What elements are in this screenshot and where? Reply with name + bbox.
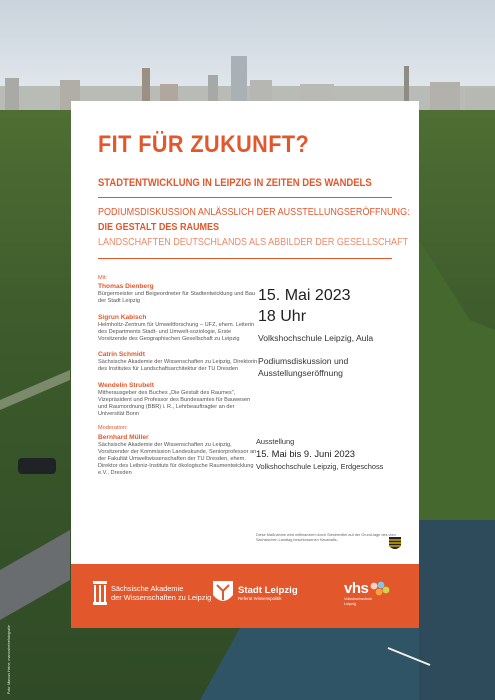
vhs-name: vhs (344, 580, 369, 597)
speaker-name: Wendelin Strubelt (98, 381, 154, 389)
vhs-subtitle-1: Volkshochschule (344, 597, 373, 601)
speaker-description: Sächsische Akademie der Wissenschaften zu Leipzig, Direktorin des Institutes für Landschaftsarchitektur der TU Dresden (98, 359, 258, 373)
event-venue: Volkshochschule Leipzig, Aula (258, 333, 374, 343)
saw-logo-text (111, 584, 211, 602)
exhibition-period: 15. Mai bis 9. Juni 2023 (256, 448, 356, 459)
poster-title: FIT FÜR ZUKUNFT? (98, 131, 310, 158)
car (18, 458, 56, 474)
vhs-subtitle-2: Leipzig (344, 601, 357, 606)
format-line-1: Podiumsdiskussion und (258, 356, 349, 366)
moderator-name: Bernhard Müller (98, 433, 149, 441)
speaker-entry (98, 381, 258, 419)
saw-logo (93, 581, 211, 605)
photo-credit: Foto: Marcus Heine, marcusheinefotografie (7, 625, 11, 694)
speaker-name: Thomas Dienberg (98, 283, 154, 291)
podium-line-1: PODIUMSDISKUSSION ANLÄSSLICH DER AUSSTELLUNGSERÖFFNUNG: (98, 206, 410, 218)
speaker-entry (98, 350, 258, 373)
saxony-crest-icon (389, 537, 401, 552)
poster-card (71, 101, 419, 564)
saw-name-line-2: der Wissenschaften zu Leipzig (111, 593, 212, 602)
funding-note: Diese Maßnahme wird mitfinanziert durch Steuermittel auf der Grund-lage des vom Sächsischen Landtag beschlossenen Haushalts. (256, 533, 396, 542)
leipzig-crest-icon (213, 581, 233, 605)
exhibition-venue: Volkshochschule Leipzig, Erdgeschoss (256, 462, 384, 471)
speaker-list (98, 275, 258, 485)
event-datetime (258, 285, 351, 327)
speaker-name: Catrin Schmidt (98, 351, 145, 359)
academy-columns-icon (93, 581, 107, 605)
speaker-description: Helmholtz-Zentrum für Umweltforschung – UFZ, ehem. Leiterin des Departments Stadt- und Umwelt-soziologie, Erste Vorsitzende des Geographischen Gesellschaft zu Leipzig (98, 321, 255, 343)
podium-line-2: DIE GESTALT DES RAUMES (98, 221, 220, 233)
event-date: 15. Mai 2023 (258, 287, 351, 304)
speaker-name: Sigrun Kabisch (98, 313, 147, 321)
event-format (258, 355, 348, 379)
vhs-dots-icon (370, 581, 390, 597)
leipzig-name: Stadt Leipzig (238, 585, 298, 596)
speaker-entry (98, 282, 258, 305)
podium-description (98, 205, 410, 250)
podium-line-3: LANDSCHAFTEN DEUTSCHLANDS ALS ABBILDER DER GESELLSCHAFT (98, 236, 409, 248)
leipzig-logo-text (238, 585, 298, 601)
stadt-leipzig-logo (213, 581, 298, 605)
poster-subtitle: STADTENTWICKLUNG IN LEIPZIG IN ZEITEN DES WANDELS (98, 177, 372, 189)
vhs-logo (344, 580, 390, 606)
speaker-description: Mitherausgeber des Buches „Die Gestalt des Raumes", Vizepräsident und Professor des Bundesamtes für Bauwesen und Raumordnung (BBR) i. R., Lehrbeauftragter an der Universität Bonn (98, 389, 251, 418)
moderator-entry (98, 425, 258, 477)
divider-top (98, 197, 392, 198)
saw-name-line-1: Sächsische Akademie (111, 584, 184, 593)
sponsor-footer (71, 564, 419, 628)
format-line-2: Ausstellungseröffnung (258, 368, 343, 378)
speaker-description: Bürgermeister und Beigeordneter für Stadtentwicklung und Bau der Stadt Leipzig (98, 291, 256, 305)
with-label: Mit: (98, 275, 108, 281)
moderator-description: Sächsische Akademie der Wissenschaften zu Leipzig, Vorsitzender der Kommission Landeskunde, Seniorprofessor an der Fakultät Umweltwissenschaften der TU Dresden, ehem. Direktor des Leibniz-Instituts für ökologische Raumentwicklung e.V., Dresden (98, 441, 257, 477)
exhibition-info (256, 436, 383, 472)
exhibition-label: Ausstellung (256, 437, 295, 446)
moderation-label: Moderation: (98, 425, 128, 432)
event-time: 18 Uhr (258, 308, 307, 325)
divider-middle (98, 258, 392, 259)
leipzig-subtitle: Referat Wissenspolitik (238, 596, 282, 601)
speaker-entry (98, 313, 258, 344)
vhs-logo-text (344, 580, 390, 606)
